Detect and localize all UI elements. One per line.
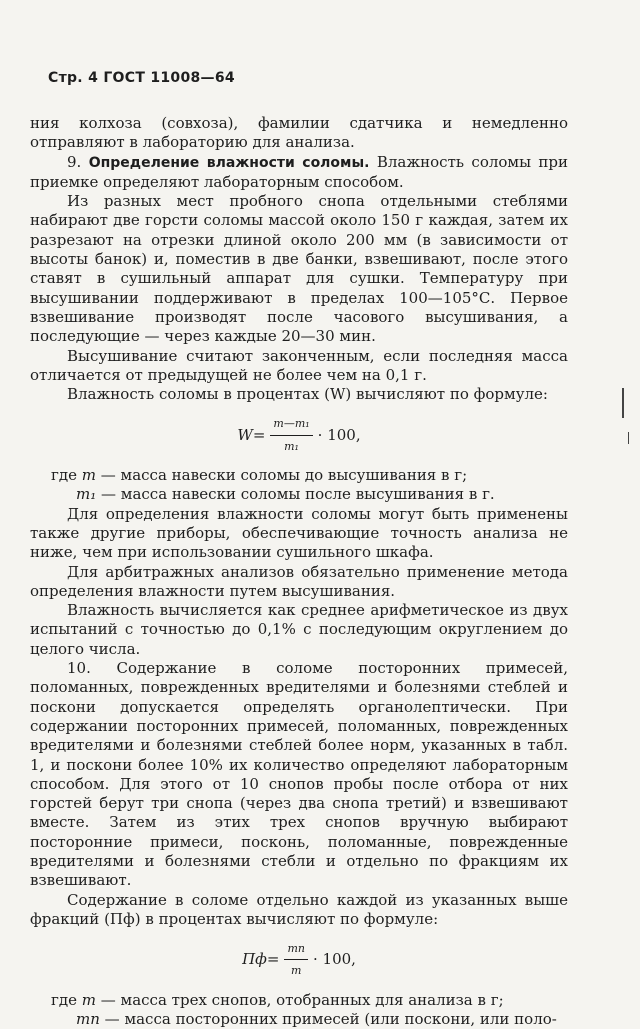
section-number: 9. [67,152,82,171]
paragraph: Влажность соломы в процентах (W) вычисляют по формуле: [67,385,548,404]
formula-denominator: m₁ [284,439,299,453]
section-title: Определение влажности соломы. [88,154,370,171]
legend-text: — масса трех снопов, отобранных для анализа в г; [100,990,504,1009]
paragraph: Содержание в соломе отдельно каждой из указанных выше фракций (Пф) в процентах вычисляют по формуле: [30,890,568,928]
paragraph: Для определения влажности соломы могут быть применены также другие приборы, обеспечивающие точность анализа не ниже, чем при использовании сушильного шкафа. [30,504,568,562]
formula-numerator: m—m₁ [270,414,312,435]
legend-text: — масса посторонних примесей (или поскони, или поло- [104,1010,557,1029]
section-10-paragraph: 10. Содержание в соломе посторонних примесей, поломанных, поврежденных вредителями и болезнями стеблей и поскони допускается определять органолептически. При содержании посторонних примесей, поломанных, поврежденных вредителями и болезнями стеблей более норм, указанных в табл. 1, и поскони более 10% их количество определяют лабораторным способом. Для этого от 10 снопов пробы после отбора от них горстей берут три снопа (через два снопа третий) и взвешивают вместе. Затем из этих трех снопов вручную выбирают посторонние примеси, посконь, поломанные, поврежденные вредителями и болезнями стебли и отдельно по фракциям их взвешивают. [30,659,568,890]
legend-symbol: mп [76,1010,100,1029]
legend-symbol: m [81,466,96,485]
formula-legend-item [30,1010,568,1029]
paragraph: Из разных мест пробного снопа отдельными стеблями набирают две горсти соломы массой около 150 г каждая, затем их разрезают на отрезки длиной около 200 мм (в зависимости от высоты банок) и, поместив в две банки, взвешивают, после этого ставят в сушильный аппарат для сушки. Температуру при высушивании поддерживают в пределах 100—105°С. Первое взвешивание производят после часового высушивания, а последующие — через каждые 20—30 мин. [30,192,568,346]
paragraph: Влажность вычисляется как среднее арифметическое из двух испытаний с точностью до 0,1% с последующим округлением до целого числа. [30,601,568,658]
fraction-content-formula [30,939,568,981]
legend-prefix: где [51,466,77,485]
legend-symbol: m₁ [76,485,97,504]
formula-lhs: W [237,425,253,444]
document-body [30,114,568,1029]
formula-legend-item [30,466,568,485]
formula-fraction [284,939,308,981]
margin-mark [628,432,629,444]
legend-prefix: где [51,990,77,1009]
formula-multiplier: · 100, [312,950,356,969]
formula-legend-item [30,991,568,1010]
legend-text: — масса навески соломы после высушивания в г. [101,485,495,504]
paragraph: Для арбитражных анализов обязательно применение метода определения влажности путем высушивания. [30,562,568,600]
formula-lhs: Пф [242,950,267,969]
formula-numerator: mп [284,939,308,960]
formula-legend-item [30,485,568,504]
formula-denominator: m [291,964,302,978]
page-header: Стр. 4 ГОСТ 11008—64 [48,70,235,86]
paragraph: ния колхоза (совхоза), фамилии сдатчика и немедленно отправляют в лабораторию для анализа. [30,114,568,152]
section-text: Влажность соломы при приемке определяют лабораторным способом. [30,152,568,191]
legend-symbol: m [81,990,96,1009]
formula-fraction [270,414,312,456]
formula-equals: = [266,950,280,969]
moisture-formula [30,414,568,456]
paragraph: Высушивание считают законченным, если последняя масса отличается от предыдущей не более чем на 0,1 г. [30,346,568,384]
section-9-paragraph [30,153,568,193]
margin-mark [622,388,624,418]
legend-text: — масса навески соломы до высушивания в г; [100,466,468,485]
formula-multiplier: · 100, [317,425,361,444]
formula-equals: = [252,425,266,444]
